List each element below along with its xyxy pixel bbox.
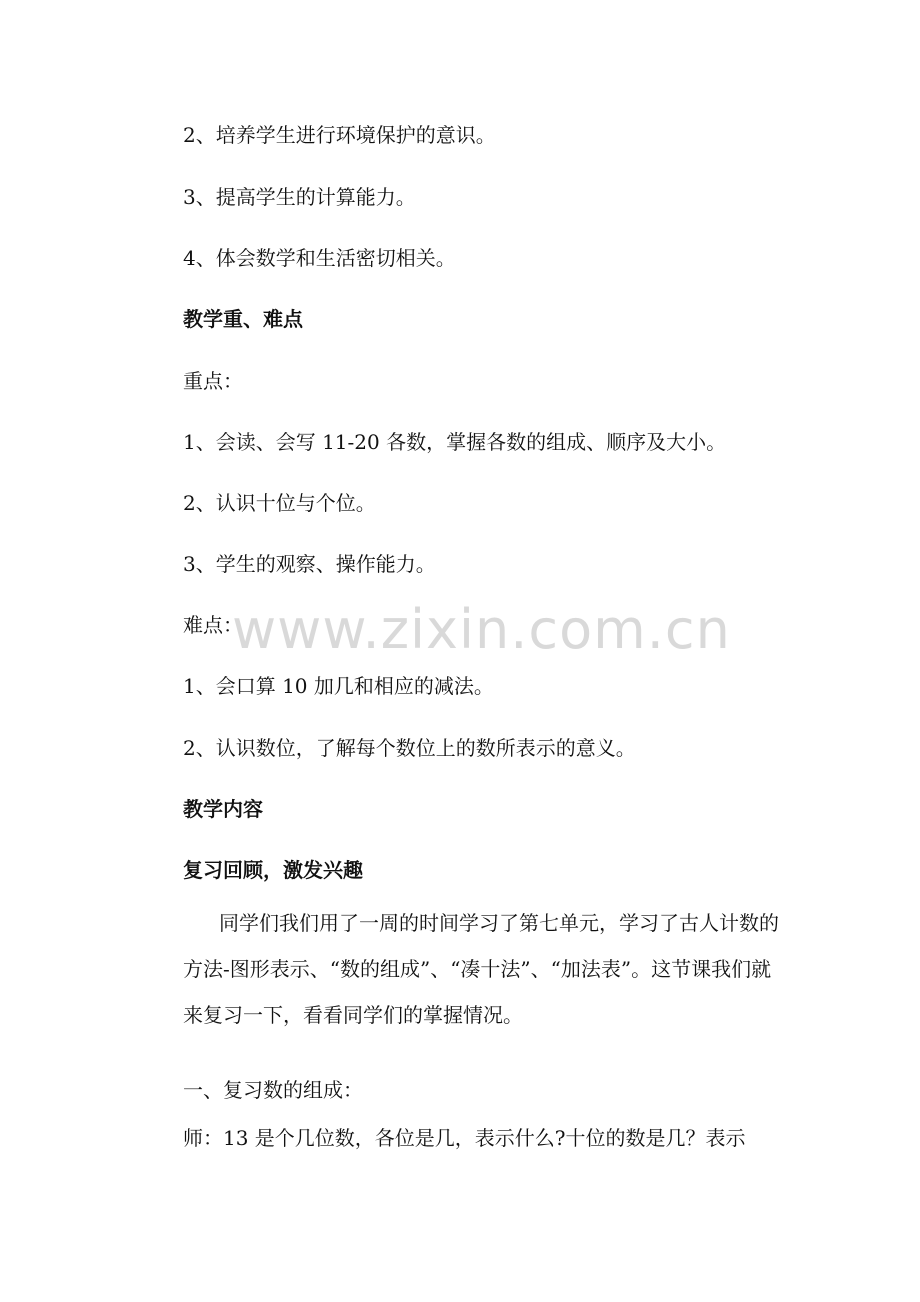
key-point-3: 3、学生的观察、操作能力。	[183, 552, 436, 576]
teacher-question: 师：13 是个几位数，各位是几，表示什么?十位的数是几？表示	[183, 1126, 746, 1150]
intro-paragraph: 同学们我们用了一周的时间学习了第七单元，学习了古人计数的方法-图形表示、“数的组成”、“凑十法”、“加法表”。这节课我们就来复习一下，看看同学们的掌握情况。	[183, 911, 779, 1027]
difficult-points-label: 难点：	[183, 613, 243, 637]
key-point-2: 2、认识十位与个位。	[183, 491, 376, 515]
objective-line-2: 2、培养学生进行环境保护的意识。	[183, 123, 496, 147]
objective-line-4: 4、体会数学和生活密切相关。	[183, 246, 456, 270]
section-heading-teaching-content: 教学内容	[183, 797, 263, 821]
watermark-text: www.zixin.com.cn	[232, 598, 731, 661]
review-item-1: 一、复习数的组成：	[183, 1078, 363, 1102]
section-heading-key-difficult-points: 教学重、难点	[183, 307, 303, 331]
difficult-point-2: 2、认识数位，了解每个数位上的数所表示的意义。	[183, 736, 636, 760]
section-heading-review: 复习回顾，激发兴趣	[183, 858, 363, 882]
key-points-label: 重点：	[183, 369, 243, 393]
objective-line-3: 3、提高学生的计算能力。	[183, 185, 416, 209]
difficult-point-1: 1、会口算 10 加几和相应的减法。	[183, 674, 494, 698]
key-point-1: 1、会读、会写 11-20 各数，掌握各数的组成、顺序及大小。	[183, 430, 727, 454]
